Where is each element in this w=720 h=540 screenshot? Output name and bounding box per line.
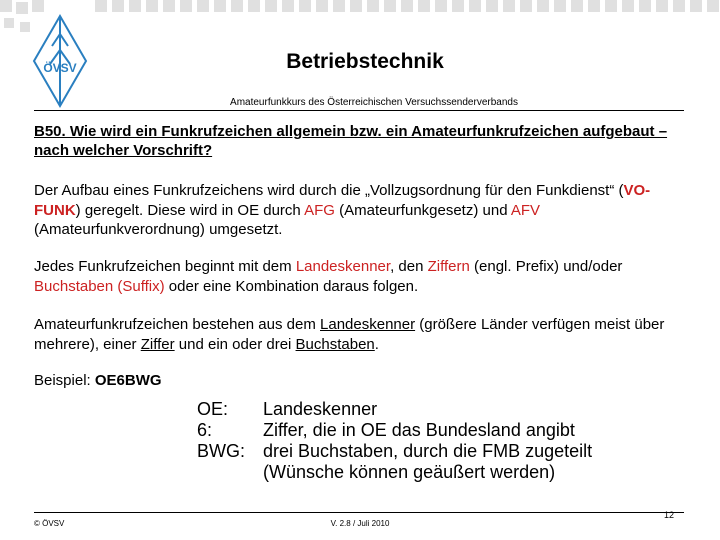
term-afg: AFG [304, 201, 335, 219]
page-title: Betriebstechnik [286, 50, 444, 73]
paragraph-vorschrift: Der Aufbau eines Funkrufzeichens wird durch die „Vollzugsordnung für den Funkdienst“ (VO-FUNK) geregelt. Diese wird in OE durch AFG (Amateurfunkgesetz) und AFV (Amateurfunkverordnung) umgesetzt. [34, 182, 651, 238]
header-divider [34, 110, 684, 111]
page-subtitle: Amateurfunkkurs des Österreichischen Versuchssenderverbands [230, 97, 518, 108]
paragraph-amateurfunk: Amateurfunkrufzeichen bestehen aus dem Landeskenner (größere Länder verfügen meist über mehrere), einer Ziffer und ein oder drei Buchstaben. [34, 316, 665, 353]
page-number: 12 [664, 510, 675, 520]
term-vo-funk: VO-FUNK [34, 182, 651, 219]
logo-text: ÖVSV [43, 61, 77, 75]
term-buchstaben: Buchstaben (Suffix) [34, 277, 165, 295]
footer-divider [34, 512, 684, 513]
term-buchstaben-underlined: Buchstaben [295, 335, 375, 353]
explanation-row: OE: Landeskenner [197, 399, 378, 419]
example-line: Beispiel: OE6BWG [34, 372, 162, 389]
footer-version: V. 2.8 / Juli 2010 [330, 519, 390, 528]
example-callsign: OE6BWG [94, 372, 162, 389]
footer-copyright: © ÖVSV [34, 519, 65, 528]
term-ziffern: Ziffern [427, 258, 470, 275]
term-landeskenner: Landeskenner [295, 258, 391, 275]
decorative-squares [0, 0, 720, 40]
explanation-row: (Wünsche können geäußert werden) [263, 462, 556, 482]
explanation-row: BWG: drei Buchstaben, durch die FMB zugeteilt [197, 441, 593, 461]
term-afv: AFV [510, 201, 541, 219]
question-heading: B50. Wie wird ein Funkrufzeichen allgemein bzw. ein Amateurfunkrufzeichen aufgebaut – nach welcher Vorschrift? [34, 123, 668, 159]
term-landeskenner-underlined: Landeskenner [320, 316, 416, 333]
explanation-row: 6: Ziffer, die in OE das Bundesland angibt [197, 420, 575, 440]
callsign-explanation [197, 399, 592, 483]
paragraph-funkrufzeichen: Jedes Funkrufzeichen beginnt mit dem Landeskenner, den Ziffern (engl. Prefix) und/oder Buchstaben (Suffix) oder eine Kombination daraus folgen. [34, 258, 623, 295]
term-ziffer-underlined: Ziffer [140, 335, 175, 353]
